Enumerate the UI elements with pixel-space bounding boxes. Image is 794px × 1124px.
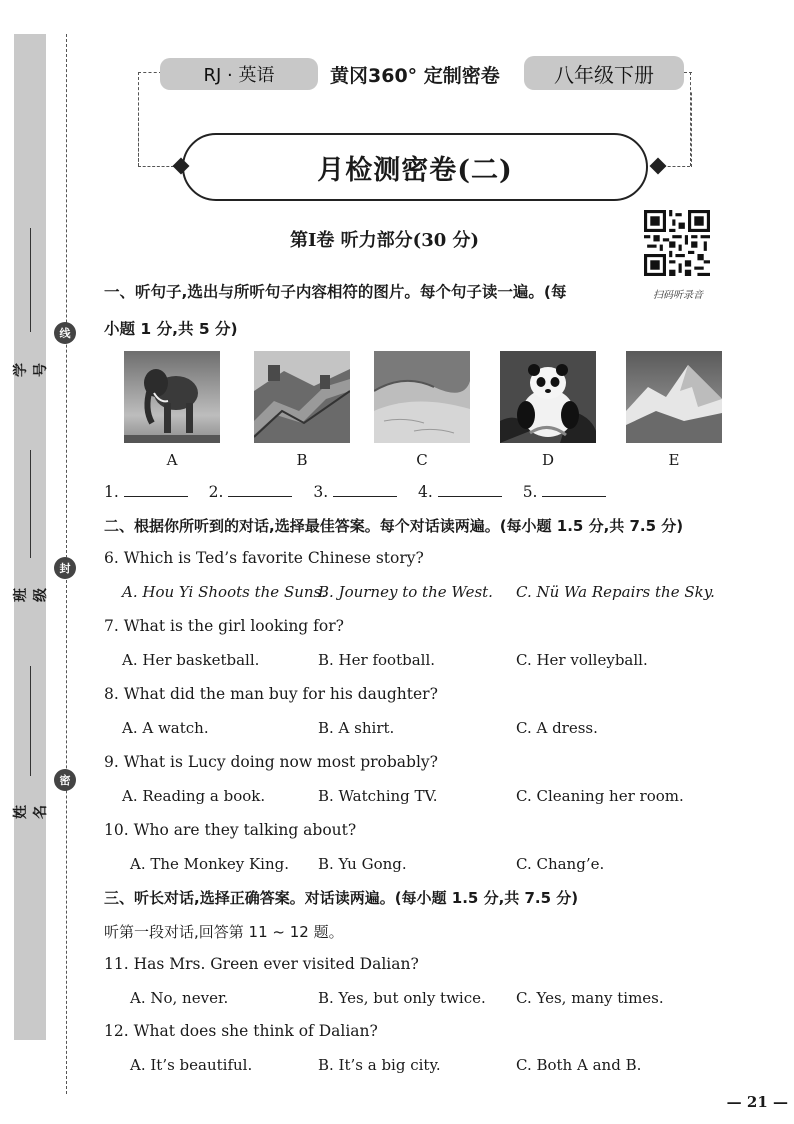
student-id-line — [30, 228, 31, 332]
q9-option-b[interactable]: B. Watching TV. — [318, 787, 438, 805]
name-line — [30, 666, 31, 776]
q9-option-c[interactable]: C. Cleaning her room. — [516, 787, 684, 805]
part3-instruction: 三、听长对话,选择正确答案。对话读两遍。(每小题 1.5 分,共 7.5 分) — [104, 889, 579, 907]
q11-option-a[interactable]: A. No, never. — [130, 989, 229, 1007]
q8-option-c[interactable]: C. A dress. — [516, 719, 598, 737]
blank-row — [104, 482, 606, 501]
answer-blank-3[interactable] — [333, 482, 397, 497]
section-title: 第Ⅰ卷 听力部分(30 分) — [290, 230, 480, 251]
q6-option-a[interactable]: A. Hou Yi Shoots the Suns. — [122, 583, 327, 601]
qr-code-icon[interactable] — [644, 210, 710, 276]
q10-option-b[interactable]: B. Yu Gong. — [318, 855, 407, 873]
desert-photo — [374, 351, 470, 443]
picture-label-a: A — [166, 451, 178, 469]
picture-label-c: C — [416, 451, 428, 469]
q7-option-a[interactable]: A. Her basketball. — [122, 651, 260, 669]
q10-option-a[interactable]: A. The Monkey King. — [130, 855, 289, 873]
question-12: 12. What does she think of Dalian? — [104, 1022, 378, 1040]
answer-blank-1[interactable] — [124, 482, 188, 497]
seal-seal-badge: 封 — [54, 557, 76, 579]
series-name: 黄冈360° 定制密卷 — [330, 65, 500, 87]
q12-option-a[interactable]: A. It’s beautiful. — [130, 1056, 253, 1074]
q6-option-c[interactable]: C. Nü Wa Repairs the Sky. — [516, 583, 715, 601]
q11-option-b[interactable]: B. Yes, but only twice. — [318, 989, 486, 1007]
blank-label-5: 5. — [522, 483, 538, 501]
part1-instruction-line1: 一、听句子,选出与所听句子内容相符的图片。每个句子读一遍。(每 — [104, 283, 567, 301]
question-11: 11. Has Mrs. Green ever visited Dalian? — [104, 955, 419, 973]
class-line — [30, 450, 31, 558]
blank-label-3: 3. — [313, 483, 329, 501]
part3-sub-instruction: 听第一段对话,回答第 11 ~ 12 题。 — [104, 923, 344, 941]
grade-pill: 八年级下册 — [524, 56, 684, 90]
seal-line-badge: 线 — [54, 322, 76, 344]
question-6: 6. Which is Ted’s favorite Chinese story? — [104, 549, 424, 567]
q7-option-c[interactable]: C. Her volleyball. — [516, 651, 648, 669]
q6-option-b[interactable]: B. Journey to the West. — [318, 583, 493, 601]
answer-blank-4[interactable] — [438, 482, 502, 497]
seal-secret-badge: 密 — [54, 769, 76, 791]
q10-option-c[interactable]: C. Chang’e. — [516, 855, 605, 873]
page-number: — 21 — — [726, 1093, 788, 1111]
picture-label-e: E — [668, 451, 680, 469]
q11-option-c[interactable]: C. Yes, many times. — [516, 989, 664, 1007]
class-label: 班级 — [13, 588, 49, 602]
q8-option-b[interactable]: B. A shirt. — [318, 719, 395, 737]
part2-instruction: 二、根据你所听到的对话,选择最佳答案。每个对话读两遍。(每小题 1.5 分,共 7.5 分) — [104, 517, 684, 535]
q7-option-b[interactable]: B. Her football. — [318, 651, 436, 669]
mountain-photo — [626, 351, 722, 443]
answer-blank-2[interactable] — [228, 482, 292, 497]
q12-option-c[interactable]: C. Both A and B. — [516, 1056, 642, 1074]
q9-option-a[interactable]: A. Reading a book. — [122, 787, 266, 805]
q12-option-b[interactable]: B. It’s a big city. — [318, 1056, 441, 1074]
elephant-photo — [124, 351, 220, 443]
picture-label-b: B — [296, 451, 308, 469]
question-8: 8. What did the man buy for his daughter? — [104, 685, 438, 703]
blank-label-2: 2. — [208, 483, 224, 501]
page-title: 月检测密卷(二) — [317, 154, 513, 186]
qr-caption: 扫码听录音 — [653, 290, 703, 301]
panda-photo — [500, 351, 596, 443]
name-label: 姓名 — [13, 805, 49, 819]
answer-blank-5[interactable] — [542, 482, 606, 497]
part1-instruction-line2: 小题 1 分,共 5 分) — [104, 320, 238, 338]
page-title-box — [182, 133, 648, 201]
blank-label-4: 4. — [418, 483, 433, 501]
question-7: 7. What is the girl looking for? — [104, 617, 344, 635]
picture-label-d: D — [541, 451, 555, 469]
great-wall-photo — [254, 351, 350, 443]
subject-pill: RJ · 英语 — [160, 58, 318, 90]
student-id-label: 学号 — [13, 363, 49, 377]
question-9: 9. What is Lucy doing now most probably? — [104, 753, 438, 771]
blank-label-1: 1. — [104, 483, 119, 501]
question-10: 10. Who are they talking about? — [104, 821, 357, 839]
q8-option-a[interactable]: A. A watch. — [122, 719, 209, 737]
